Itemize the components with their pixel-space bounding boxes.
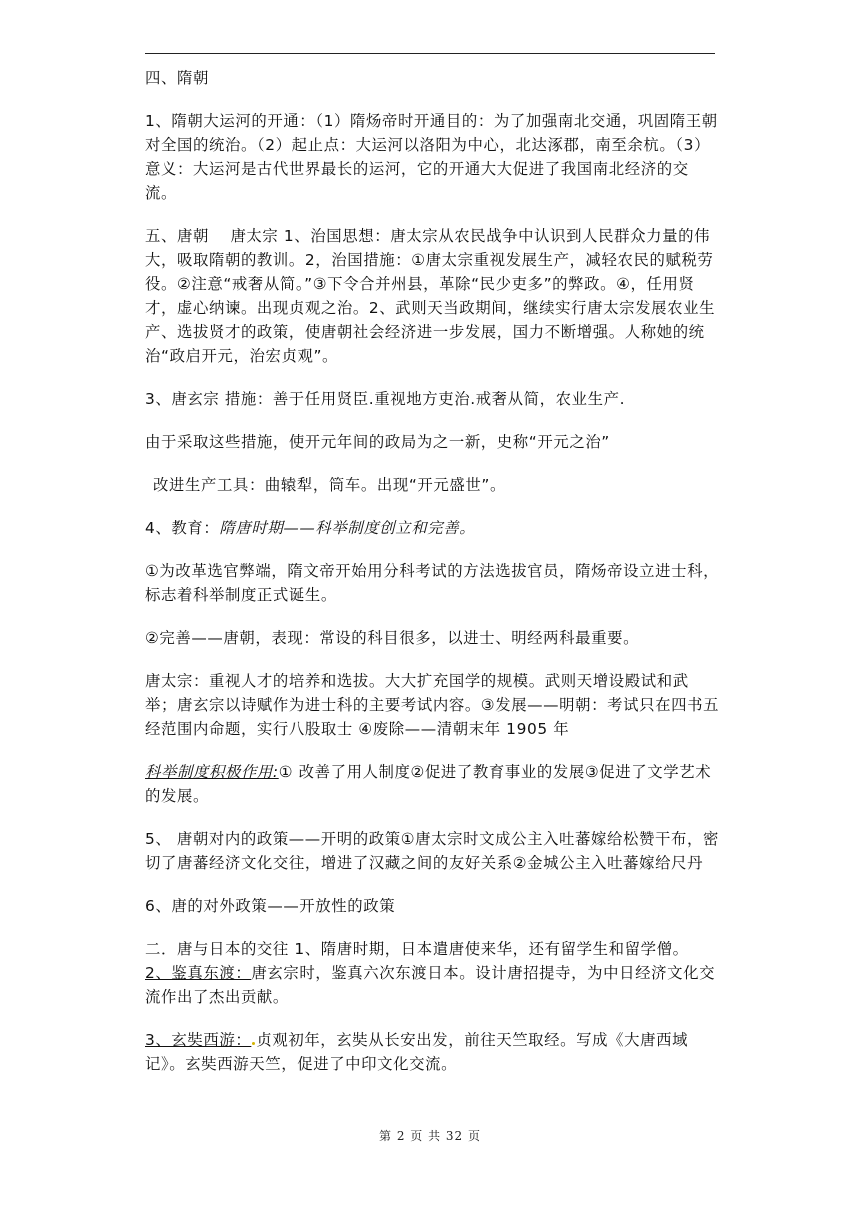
paragraph-jianzhen (145, 961, 720, 1009)
paragraph-xuanzang (145, 1028, 720, 1076)
paragraph-tang-xuanzong: 3、唐玄宗 措施：善于任用贤臣.重视地方吏治.戒奢从简，农业生产. (145, 390, 626, 408)
paragraph-exam-detail: 唐太宗：重视人才的培养和选拔。大大扩充国学的规模。武则天增设殿试和武举；唐玄宗以诗赋作为进士科的主要考试内容。③发展——明朝：考试只在四书五经范围内命题，实行八股取士 ④废除——清朝末年 1905 年 (145, 672, 720, 738)
jianzhen-text: 唐玄宗时，鉴真六次东渡日本。设计唐招提寺，为中日经济文化交流作出了杰出贡献。 (145, 964, 716, 1006)
paragraph-domestic-policy: 5、 唐朝对内的政策——开明的政策①唐太宗时文成公主入吐蕃嫁给松赞干布，密切了唐蕃经济文化交往，增进了汉藏之间的友好关系②金城公主入吐蕃嫁给尺丹 (145, 830, 719, 872)
education-italic: 隋唐时期——科举制度创立和完善。 (219, 519, 476, 537)
xuanzang-text: 贞观初年，玄奘从长安出发，前往天竺取经。写成《大唐西域记》。玄奘西游天竺，促进了中印文化交流。 (145, 1031, 689, 1073)
paragraph-tang-taizong: 五、唐朝 唐太宗 1、治国思想：唐太宗从农民战争中认识到人民群众力量的伟大，吸取隋朝的教训。2，治国措施：①唐太宗重视发展生产，减轻农民的赋税劳役。②注意“戒奢从简。”③下令合并州县，革除“民少吏多”的弊政。④，任用贤才，虚心纳谏。出现贞观之治。2、武则天当政期间，继续实行唐太宗发展农业生产、选拔贤才的政策，使唐朝社会经济进一步发展，国力不断增强。人称她的统治“政启开元，治宏贞观”。 (145, 227, 716, 365)
exam-effect-label: 科举制度积极作用: (145, 763, 279, 781)
paragraph-exam-origin: ①为改革选官弊端，隋文帝开始用分科考试的方法选拔官员，隋炀帝设立进士科，标志着科举制度正式诞生。 (145, 562, 720, 604)
header-rule (145, 53, 715, 54)
education-prefix: 4、教育： (145, 519, 220, 537)
document-body (145, 66, 720, 1095)
page-footer: 第 2 页 共 32 页 (379, 1129, 481, 1143)
paragraph-tools: 改进生产工具：曲辕犁，筒车。出现“开元盛世”。 (153, 476, 506, 494)
paragraph-exam-perfect: ②完善——唐朝，表现：常设的科目很多，以进士、明经两科最重要。 (145, 629, 640, 647)
jianzhen-label: 2、鉴真东渡： (145, 964, 252, 982)
highlight-mark (252, 1042, 255, 1045)
paragraph-foreign-policy: 6、唐的对外政策——开放性的政策 (145, 897, 396, 915)
paragraph-japan: 二．唐与日本的交往 1、隋唐时期，日本遣唐使来华，还有留学生和留学僧。 (145, 940, 689, 958)
xuanzang-label: 3、玄奘西游： (145, 1031, 252, 1049)
paragraph-education (145, 516, 720, 540)
paragraph-grand-canal: 1、隋朝大运河的开通：（1）隋炀帝时开通目的：为了加强南北交通，巩固隋王朝对全国的统治。（2）起止点：大运河以洛阳为中心，北达涿郡，南至余杭。（3）意义：大运河是古代世界最长的运河，它的开通大大促进了我国南北经济的交流。 (145, 112, 718, 202)
section-heading-sui: 四、隋朝 (145, 69, 209, 87)
exam-effect-text: ① 改善了用人制度②促进了教育事业的发展③促进了文学艺术的发展。 (145, 763, 712, 805)
paragraph-kaiyuan: 由于采取这些措施，使开元年间的政局为之一新，史称“开元之治” (145, 433, 610, 451)
paragraph-exam-effect (145, 760, 720, 808)
